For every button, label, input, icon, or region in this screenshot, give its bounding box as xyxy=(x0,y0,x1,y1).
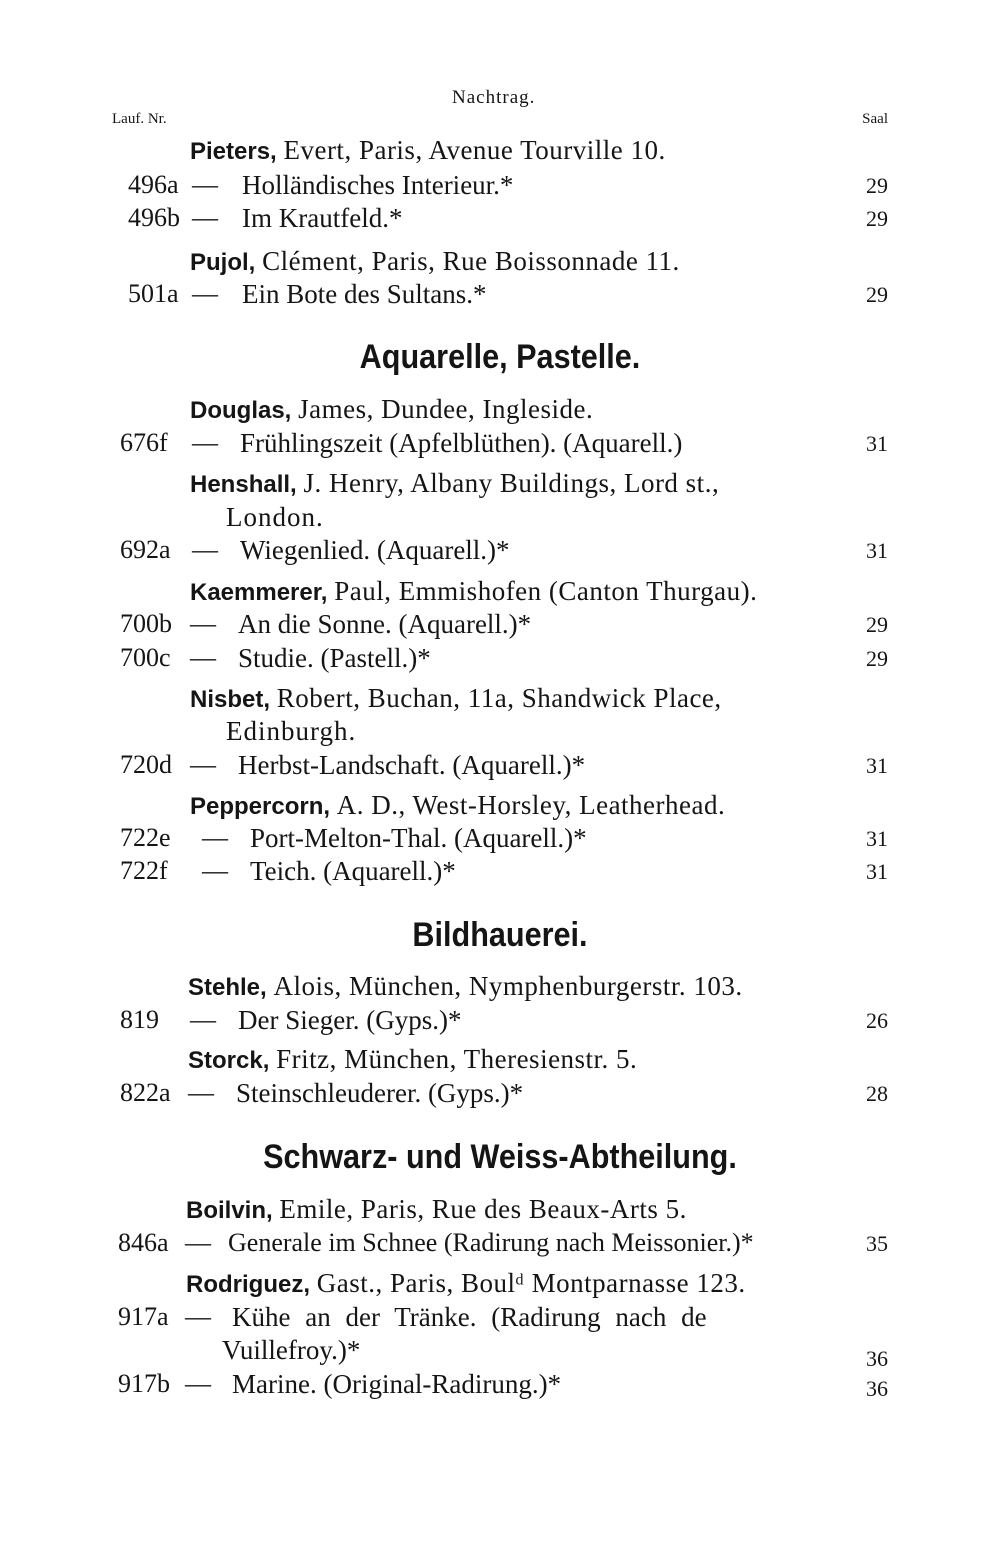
work-title-continued: Vuillefroy.)* xyxy=(222,1335,361,1365)
entry-dash: — xyxy=(190,1005,216,1034)
work-title: Wiegenlied. (Aquarell.)* xyxy=(240,535,510,565)
artist-heading xyxy=(190,685,722,712)
catalogue-number: 722f xyxy=(120,856,168,885)
room-number: 29 xyxy=(866,173,888,198)
entry-dash: — xyxy=(202,823,228,852)
artist-heading xyxy=(186,1196,687,1223)
entry-dash: — xyxy=(190,750,216,779)
room-number: 31 xyxy=(866,538,888,563)
work-title: Teich. (Aquarell.)* xyxy=(250,856,456,886)
work-title: Herbst-Landschaft. (Aquarell.)* xyxy=(238,750,586,780)
entry-dash: — xyxy=(192,428,218,457)
work-title: Holländisches Interieur.* xyxy=(242,170,514,200)
column-header-number: Lauf. Nr. xyxy=(112,111,167,127)
entry-dash: — xyxy=(185,1302,211,1331)
room-number: 36 xyxy=(866,1376,888,1401)
catalogue-number: 722e xyxy=(120,823,171,852)
artist-address: Paul, Emmishofen (Canton Thurgau). xyxy=(334,576,758,606)
artist-name: Kaemmerer, xyxy=(190,579,328,606)
work-title: Kühe an der Tränke. (Radirung nach de xyxy=(232,1302,707,1332)
section-heading: Schwarz- und Weiss-Abtheilung. xyxy=(263,1138,737,1176)
artist-name: Nisbet, xyxy=(190,686,271,713)
artist-address: Robert, Buchan, 11a, Shandwick Place, xyxy=(276,683,722,713)
artist-name: Peppercorn, xyxy=(190,793,331,820)
catalogue-number: 917b xyxy=(118,1369,170,1398)
catalogue-number: 496b xyxy=(128,203,180,232)
section-heading: Aquarelle, Pastelle. xyxy=(359,338,641,376)
catalogue-number: 917a xyxy=(118,1302,169,1331)
catalogue-number: 700c xyxy=(120,643,171,672)
artist-heading xyxy=(190,248,680,275)
artist-address: Emile, Paris, Rue des Beaux-Arts 5. xyxy=(279,1194,687,1224)
work-title: Ein Bote des Sultans.* xyxy=(242,279,487,309)
catalogue-number: 822a xyxy=(120,1078,171,1107)
artist-name: Boilvin, xyxy=(186,1197,273,1224)
running-title: Nachtrag. xyxy=(452,87,536,108)
section-heading: Bildhauerei. xyxy=(412,916,588,954)
entry-dash: — xyxy=(190,609,216,638)
work-title: Steinschleuderer. (Gyps.)* xyxy=(236,1078,524,1108)
room-number: 29 xyxy=(866,206,888,231)
catalogue-number: 496a xyxy=(128,170,179,199)
artist-address: James, Dundee, Ingleside. xyxy=(298,394,594,424)
entry-dash: — xyxy=(188,1078,214,1107)
work-title: Frühlingszeit (Apfelblüthen). (Aquarell.) xyxy=(240,428,683,458)
catalogue-number: 846a xyxy=(118,1228,169,1257)
work-title: Im Krautfeld.* xyxy=(242,203,403,233)
room-number: 31 xyxy=(866,859,888,884)
catalogue-number: 501a xyxy=(128,279,179,308)
artist-heading xyxy=(190,578,757,605)
entry-dash: — xyxy=(185,1228,211,1257)
artist-heading xyxy=(188,1046,637,1073)
work-title: Port-Melton-Thal. (Aquarell.)* xyxy=(250,823,587,853)
entry-dash: — xyxy=(185,1369,211,1398)
room-number: 26 xyxy=(866,1008,888,1033)
work-title: An die Sonne. (Aquarell.)* xyxy=(238,609,532,639)
work-title: Der Sieger. (Gyps.)* xyxy=(238,1005,462,1035)
artist-name: Douglas, xyxy=(190,397,292,424)
artist-address-continued: Edinburgh. xyxy=(226,716,357,746)
work-title: Generale im Schnee (Radirung nach Meissonier.)* xyxy=(228,1228,754,1257)
entry-dash: — xyxy=(192,170,218,199)
room-number: 29 xyxy=(866,612,888,637)
artist-heading xyxy=(190,396,593,423)
artist-heading xyxy=(186,1270,746,1297)
room-number: 35 xyxy=(866,1231,888,1256)
catalogue-number: 700b xyxy=(120,609,172,638)
room-number: 31 xyxy=(866,431,888,456)
artist-heading xyxy=(190,137,666,164)
room-number: 31 xyxy=(866,826,888,851)
room-number: 28 xyxy=(866,1081,888,1106)
work-title: Marine. (Original-Radirung.)* xyxy=(232,1369,562,1399)
artist-heading xyxy=(188,973,743,1000)
catalogue-number: 720d xyxy=(120,750,172,779)
artist-address: Evert, Paris, Avenue Tourville 10. xyxy=(283,135,666,165)
artist-heading xyxy=(190,792,725,819)
artist-name: Pieters, xyxy=(190,138,277,165)
artist-name: Pujol, xyxy=(190,249,256,276)
artist-address: A. D., West-Horsley, Leatherhead. xyxy=(336,790,726,820)
artist-name: Storck, xyxy=(188,1047,270,1074)
column-header-room: Saal xyxy=(862,111,888,127)
room-number: 31 xyxy=(866,753,888,778)
room-number: 29 xyxy=(866,282,888,307)
work-title: Studie. (Pastell.)* xyxy=(238,643,431,673)
artist-name: Stehle, xyxy=(188,974,267,1001)
entry-dash: — xyxy=(202,856,228,885)
artist-address: Gast., Paris, Boulᵈ Montparnasse 123. xyxy=(316,1268,746,1298)
entry-dash: — xyxy=(192,535,218,564)
catalogue-number: 692a xyxy=(120,535,171,564)
artist-address: J. Henry, Albany Buildings, Lord st., xyxy=(303,468,720,498)
artist-name: Rodriguez, xyxy=(186,1271,310,1298)
artist-address-continued: London. xyxy=(226,502,324,532)
room-number: 36 xyxy=(866,1346,888,1371)
artist-address: Alois, München, Nymphenburgerstr. 103. xyxy=(273,971,743,1001)
artist-address: Clément, Paris, Rue Boissonnade 11. xyxy=(262,246,680,276)
catalogue-number: 819 xyxy=(120,1005,159,1034)
artist-heading xyxy=(190,470,719,497)
room-number: 29 xyxy=(866,646,888,671)
artist-name: Henshall, xyxy=(190,471,297,498)
catalogue-number: 676f xyxy=(120,428,168,457)
entry-dash: — xyxy=(190,643,216,672)
artist-address: Fritz, München, Theresienstr. 5. xyxy=(276,1044,638,1074)
entry-dash: — xyxy=(192,279,218,308)
entry-dash: — xyxy=(192,203,218,232)
